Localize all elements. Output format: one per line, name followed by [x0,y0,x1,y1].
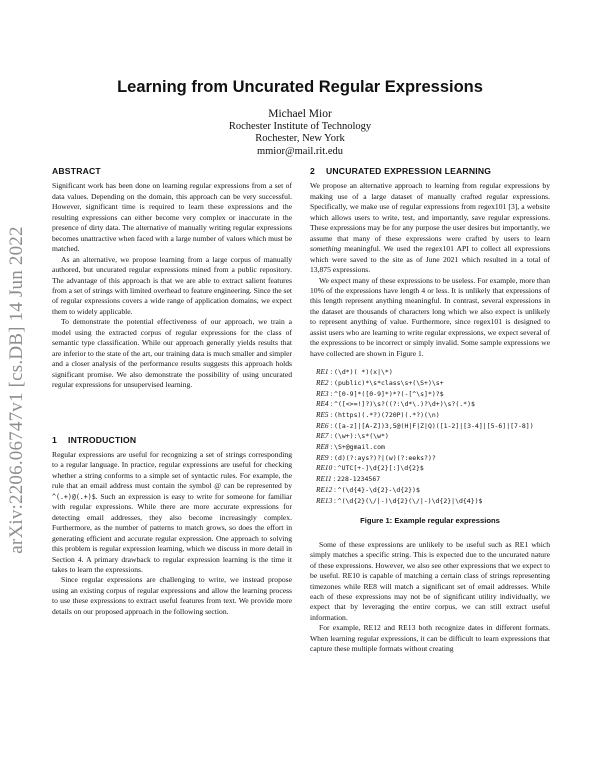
regex-pattern: (https)(.*?)(720P)(.*?)(\n) [334,410,440,419]
regex-row: RE13 : ^(\d{2}(\/|-)\d{2}(\/|-)\d{2}|\d{4})$ [316,495,483,505]
regex-label: RE12 [316,484,333,494]
arxiv-id: arXiv:2206.06747v1 [cs.DB] 14 Jun 2022 [6,226,27,554]
section2-paragraph-2: We expect many of these expressions to be useless. For example, more than 10% of the expressions have length 4 or less. It is unlikely that expressions of this length represent anything meaningful. In contrast, several expressions in the dataset are thousands of characters long which we also expect is unlikely to represent anything of value. Furthermore, since regex101 is designed to assist users who are learning to write regular expressions, we expect several of the expressions to be incorrect or simply invalid. Some sample expressions we have collected are shown in Figure 1. [310,275,550,358]
left-column [52,166,292,617]
regex-label: RE4 [316,399,329,409]
regex-row: RE6 : ([a-z]|[A-Z])3,5@(H|F|Z|Q)([1-2]|[3-4]|[5-6]|[7-8]) [316,420,534,430]
abstract-paragraph-1: Significant work has been done on learning regular expressions from a set of data values. Depending on the domain, this approach can be very successful. However, significant time is required to learn these expressions and the resulting expressions can either become very complex or inaccurate in the presence of dirty data. The alternative of manually writing regular expressions becomes unattractive when faced with a large number of values which must be matched. [52,181,292,254]
author-name: Michael Mior [268,108,332,120]
author-email: mmior@mail.rit.edu [256,145,344,157]
regex-figure [316,367,550,506]
regex-row: RE2 : (public)*\s*class\s+(\S+)\s+ [316,377,444,387]
section2-number: 2 [310,166,315,176]
figure-caption: Figure 1: Example regular expressions [360,516,500,526]
regex-label: RE3 [316,388,329,398]
regex-row: RE9 : (d)(?:ays?)?|(w)(?:eeks?)? [316,452,436,462]
regex-row: RE3 : ^[0-9]*([0-9]*)*?(-[^\s]*)?$ [316,388,444,398]
section2-paragraph-1: We propose an alternative approach to learning from regular expressions by making use of a large dataset of manually crafted regular expressions. Specifically, we make use of regular expressions from regex101 [3], a website which allows users to write, test, and importantly, save regular expressions. These expressions may be for any purpose the user desires but importantly, we assume that many of these expressions were crafted by users to learn something meaningful. We used the regex101 API to collect all expressions which were saved to the site as of June 2021 which resulted in a total of 13,875 expressions. [310,181,550,275]
regex-pattern: (d)(?:ays?)?|(w)(?:eeks?)? [334,453,436,462]
regex-label: RE9 [316,452,329,462]
paper-title: Learning from Uncurated Regular Expressions [117,78,483,96]
abstract-paragraph-3: To demonstrate the potential effectiveness of our approach, we train a model using the extracted corpus of regular expressions for the class of semantic type classification. While our approach generally yields results that are inferior to the state of the art, our training data is much smaller and simpler and a closer analysis of the performance results suggests this approach holds significant promise. We also demonstrate the possibility of using uncurated regular expressions for unsupervised learning. [52,317,292,390]
regex-label: RE1 [316,367,329,377]
regex-label: RE13 [316,495,333,505]
regex-pattern: ^([<>=!]?)\s?((?:\d*\.)?\d+)\s?(.*)$ [334,400,475,409]
section2-paragraph-3: Some of these expressions are unlikely to be useful such as RE1 which simply matches a specific string. This is expected due to the uncurated nature of these expressions. However, we also see other expressions that we expect to be useful. RE10 is capable of matching a certain class of strings representing timezones while RE8 will match a significant set of email addresses. While each of these expressions may not be of significant utility individually, we expect that by leveraging the entire corpus, we can still extract useful information. [310,539,550,622]
regex-pattern: (\w+):\s*(\w*) [334,432,389,441]
section2-title: UNCURATED EXPRESSION LEARNING [326,166,492,176]
introduction-title: INTRODUCTION [68,434,137,445]
introduction-paragraph-1: Regular expressions are useful for recognizing a set of strings corresponding to a regular language. In practice, regular expressions are useful for checking whether a string conforms to a simple set of syntactic rules. For example, the rule that an email address must contain the symbol @ can be represented by ^(.+)@(.+)$. Such an expression is easy to write for someone for familiar with regular expressions. While there are more accurate expressions for detecting email addresses, they also become increasingly complex. Furthermore, as the number of patterns to match grows, so does the effort in generating efficient and accurate regular expression. One approach to solving this problem is regular expression learning, which we discuss in more detail in Section 4. A primary drawback to regular expression learning is the time it takes to learn the expressions. [52,449,292,574]
introduction-heading [52,435,292,445]
abstract-heading: ABSTRACT [52,166,101,176]
regex-pattern: ^UTC[+-]\d{2}[:]\d{2}$ [337,464,424,473]
right-column [310,166,550,655]
regex-pattern: ^(\d{2}(\/|-)\d{2}(\/|-)\d{2}|\d{4})$ [337,496,483,505]
regex-label: RE6 [316,420,329,430]
regex-label: RE7 [316,431,329,441]
regex-row: RE12 : ^(\d{4}-\d{2}-\d{2})$ [316,484,420,494]
regex-row: RE4 : ^([<>=!]?)\s?((?:\d*\.)?\d+)\s?(.*)$ [316,399,475,409]
email-regex-code: ^(.+)@(.+)$ [52,492,96,501]
regex-label: RE2 [316,377,329,387]
abstract-paragraph-2: As an alternative, we propose learning from a large corpus of manually authored, but uncurated regular expressions mined from a public repository. The advantage of this approach is that we are able to extract salient features from a set of strings with limited overhead to feature engineering. Since the set of regular expressions covers a wide range of application domains, we expect them to widely applicable. [52,254,292,316]
regex-pattern: (public)*\s*class\s+(\S+)\s+ [334,378,444,387]
regex-row: RE1 : (\d*)( *)(x|\*) [316,367,393,377]
regex-pattern: ^(\d{4}-\d{2}-\d{2})$ [337,485,420,494]
introduction-paragraph-2: Since regular expressions are challenging to write, we instead propose using an existing corpus of regular expressions and allow the learning process to use these expressions to extract useful features from text. We provide more details on our proposed approach in the following section. [52,575,292,616]
author-location: Rochester, New York [255,133,345,144]
introduction-number: 1 [52,434,57,445]
author-affiliation: Rochester Institute of Technology [228,120,372,132]
regex-pattern: \S+@gmail.com [334,443,385,452]
regex-label: RE10 [316,463,333,473]
regex-row: RE10 : ^UTC[+-]\d{2}[:]\d{2}$ [316,463,424,473]
regex-pattern: ([a-z]|[A-Z])3,5@(H|F|Z|Q)([1-2]|[3-4]|[5-6]|[7-8]) [334,421,534,430]
section2-paragraph-4: For example, RE12 and RE13 both recognize dates in different formats. When learning regular expressions, it can be difficult to learn expressions that capture these multiple formats without creating [310,623,550,654]
regex-pattern: ^[0-9]*([0-9]*)*?(-[^\s]*)?$ [334,389,444,398]
regex-row: RE7 : (\w+):\s*(\w*) [316,431,389,441]
regex-pattern: (\d*)( *)(x|\*) [334,368,393,377]
regex-row: RE8 : \S+@gmail.com [316,442,385,452]
regex-label: RE11 [316,474,332,484]
regex-pattern: 228-1234567 [337,475,381,484]
regex-row: RE5 : (https)(.*?)(720P)(.*?)(\n) [316,409,440,419]
regex-label: RE8 [316,442,329,452]
regex-row: RE11 : 228-1234567 [316,474,381,484]
author-block [0,108,600,158]
arxiv-sidebar-stamp [4,200,30,580]
regex-label: RE5 [316,409,329,419]
section2-heading [310,166,550,176]
